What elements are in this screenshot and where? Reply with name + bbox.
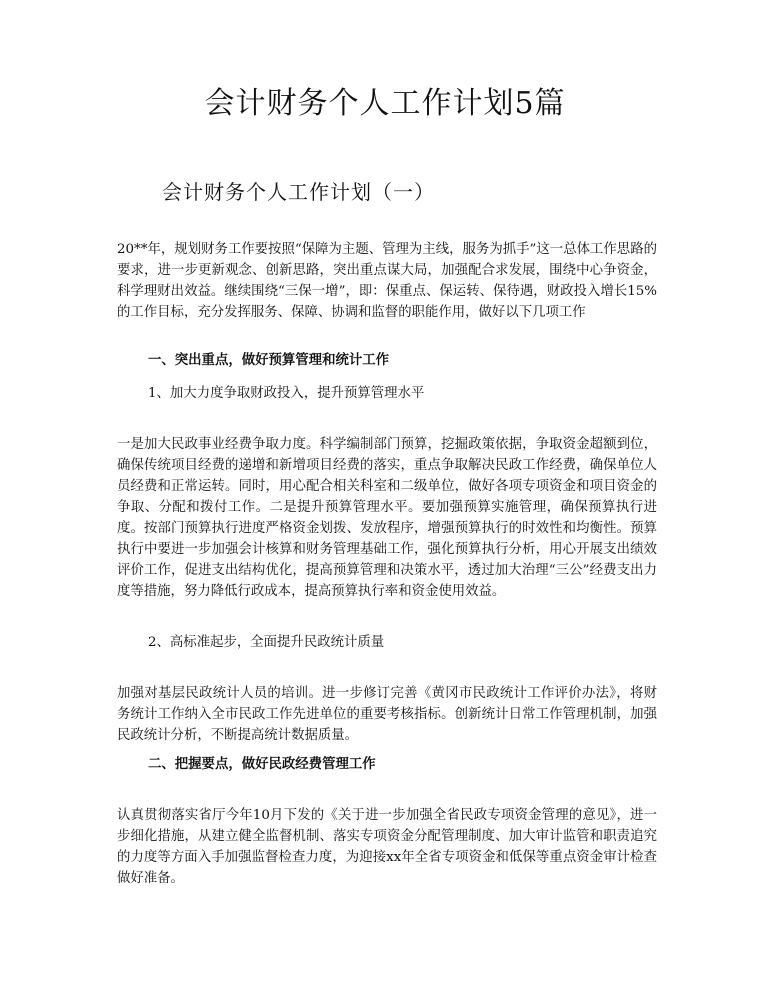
document-title: 会计财务个人工作计划5篇 <box>204 86 566 121</box>
heading-one: 一、突出重点，做好预算管理和统计工作 <box>148 352 390 368</box>
subheading-two: 2、高标准起步，全面提升民政统计质量 <box>148 635 385 650</box>
subheading-one: 1、加大力度争取财政投入，提升预算管理水平 <box>148 386 425 401</box>
statistics-paragraph: 加强对基层民政统计人员的培训。进一步修订完善《黄冈市民政统计工作评价办法》，将财务统计工作纳入全市民政工作先进单位的重要考核指标。创新统计日常工作管理机制，加强民政统计分析，不断提高统计数据质量。 <box>117 686 657 743</box>
intro-paragraph: 20**年，规划财务工作要按照“保障为主题、管理为主线，服务为抓手”这一总体工作思路的要求，进一步更新观念、创新思路，突出重点谋大局，加强配合求发展，围绕中心争资金，科学理财出效益。继续围绕“三保一增”，即：保重点、保运转、保待遇，财政投入增长15%的工作目标，充分发挥服务、保障、协调和监督的职能作用，做好以下几项工作 <box>117 242 657 320</box>
section-title: 会计财务个人工作计划（一） <box>162 180 435 204</box>
budget-paragraph: 一是加大民政事业经费争取力度。科学编制部门预算，挖掘政策依据，争取资金超额到位，确保传统项目经费的递增和新增项目经费的落实，重点争取解决民政工作经费，确保单位人员经费和正常运转。同时，用心配合相关科室和二级单位，做好各项专项资金和项目资金的争取、分配和拨付工作。二是提升预算管理水平。要加强预算实施管理，确保预算执行进度。按部门预算执行进度严格资金划拨、发放程序，增强预算执行的时效性和均衡性。预算执行中要进一步加强会计核算和财务管理基础工作，强化预算执行分析，用心开展支出绩效评价工作，促进支出结构优化，提高预算管理和决策水平，透过加大治理“三公”经费支出力度等措施，努力降低行政成本，提高预算执行率和资金使用效益。 <box>117 437 657 599</box>
funds-paragraph: 认真贯彻落实省厅今年10月下发的《关于进一步加强全省民政专项资金管理的意见》，进一步细化措施，从建立健全监督机制、落实专项资金分配管理制度、加大审计监管和职责追究的力度等方面入手加强监督检查力度，为迎接xx年全省专项资金和低保等重点资金审计检查做好准备。 <box>117 808 657 886</box>
heading-two: 二、把握要点，做好民政经费管理工作 <box>148 756 376 772</box>
